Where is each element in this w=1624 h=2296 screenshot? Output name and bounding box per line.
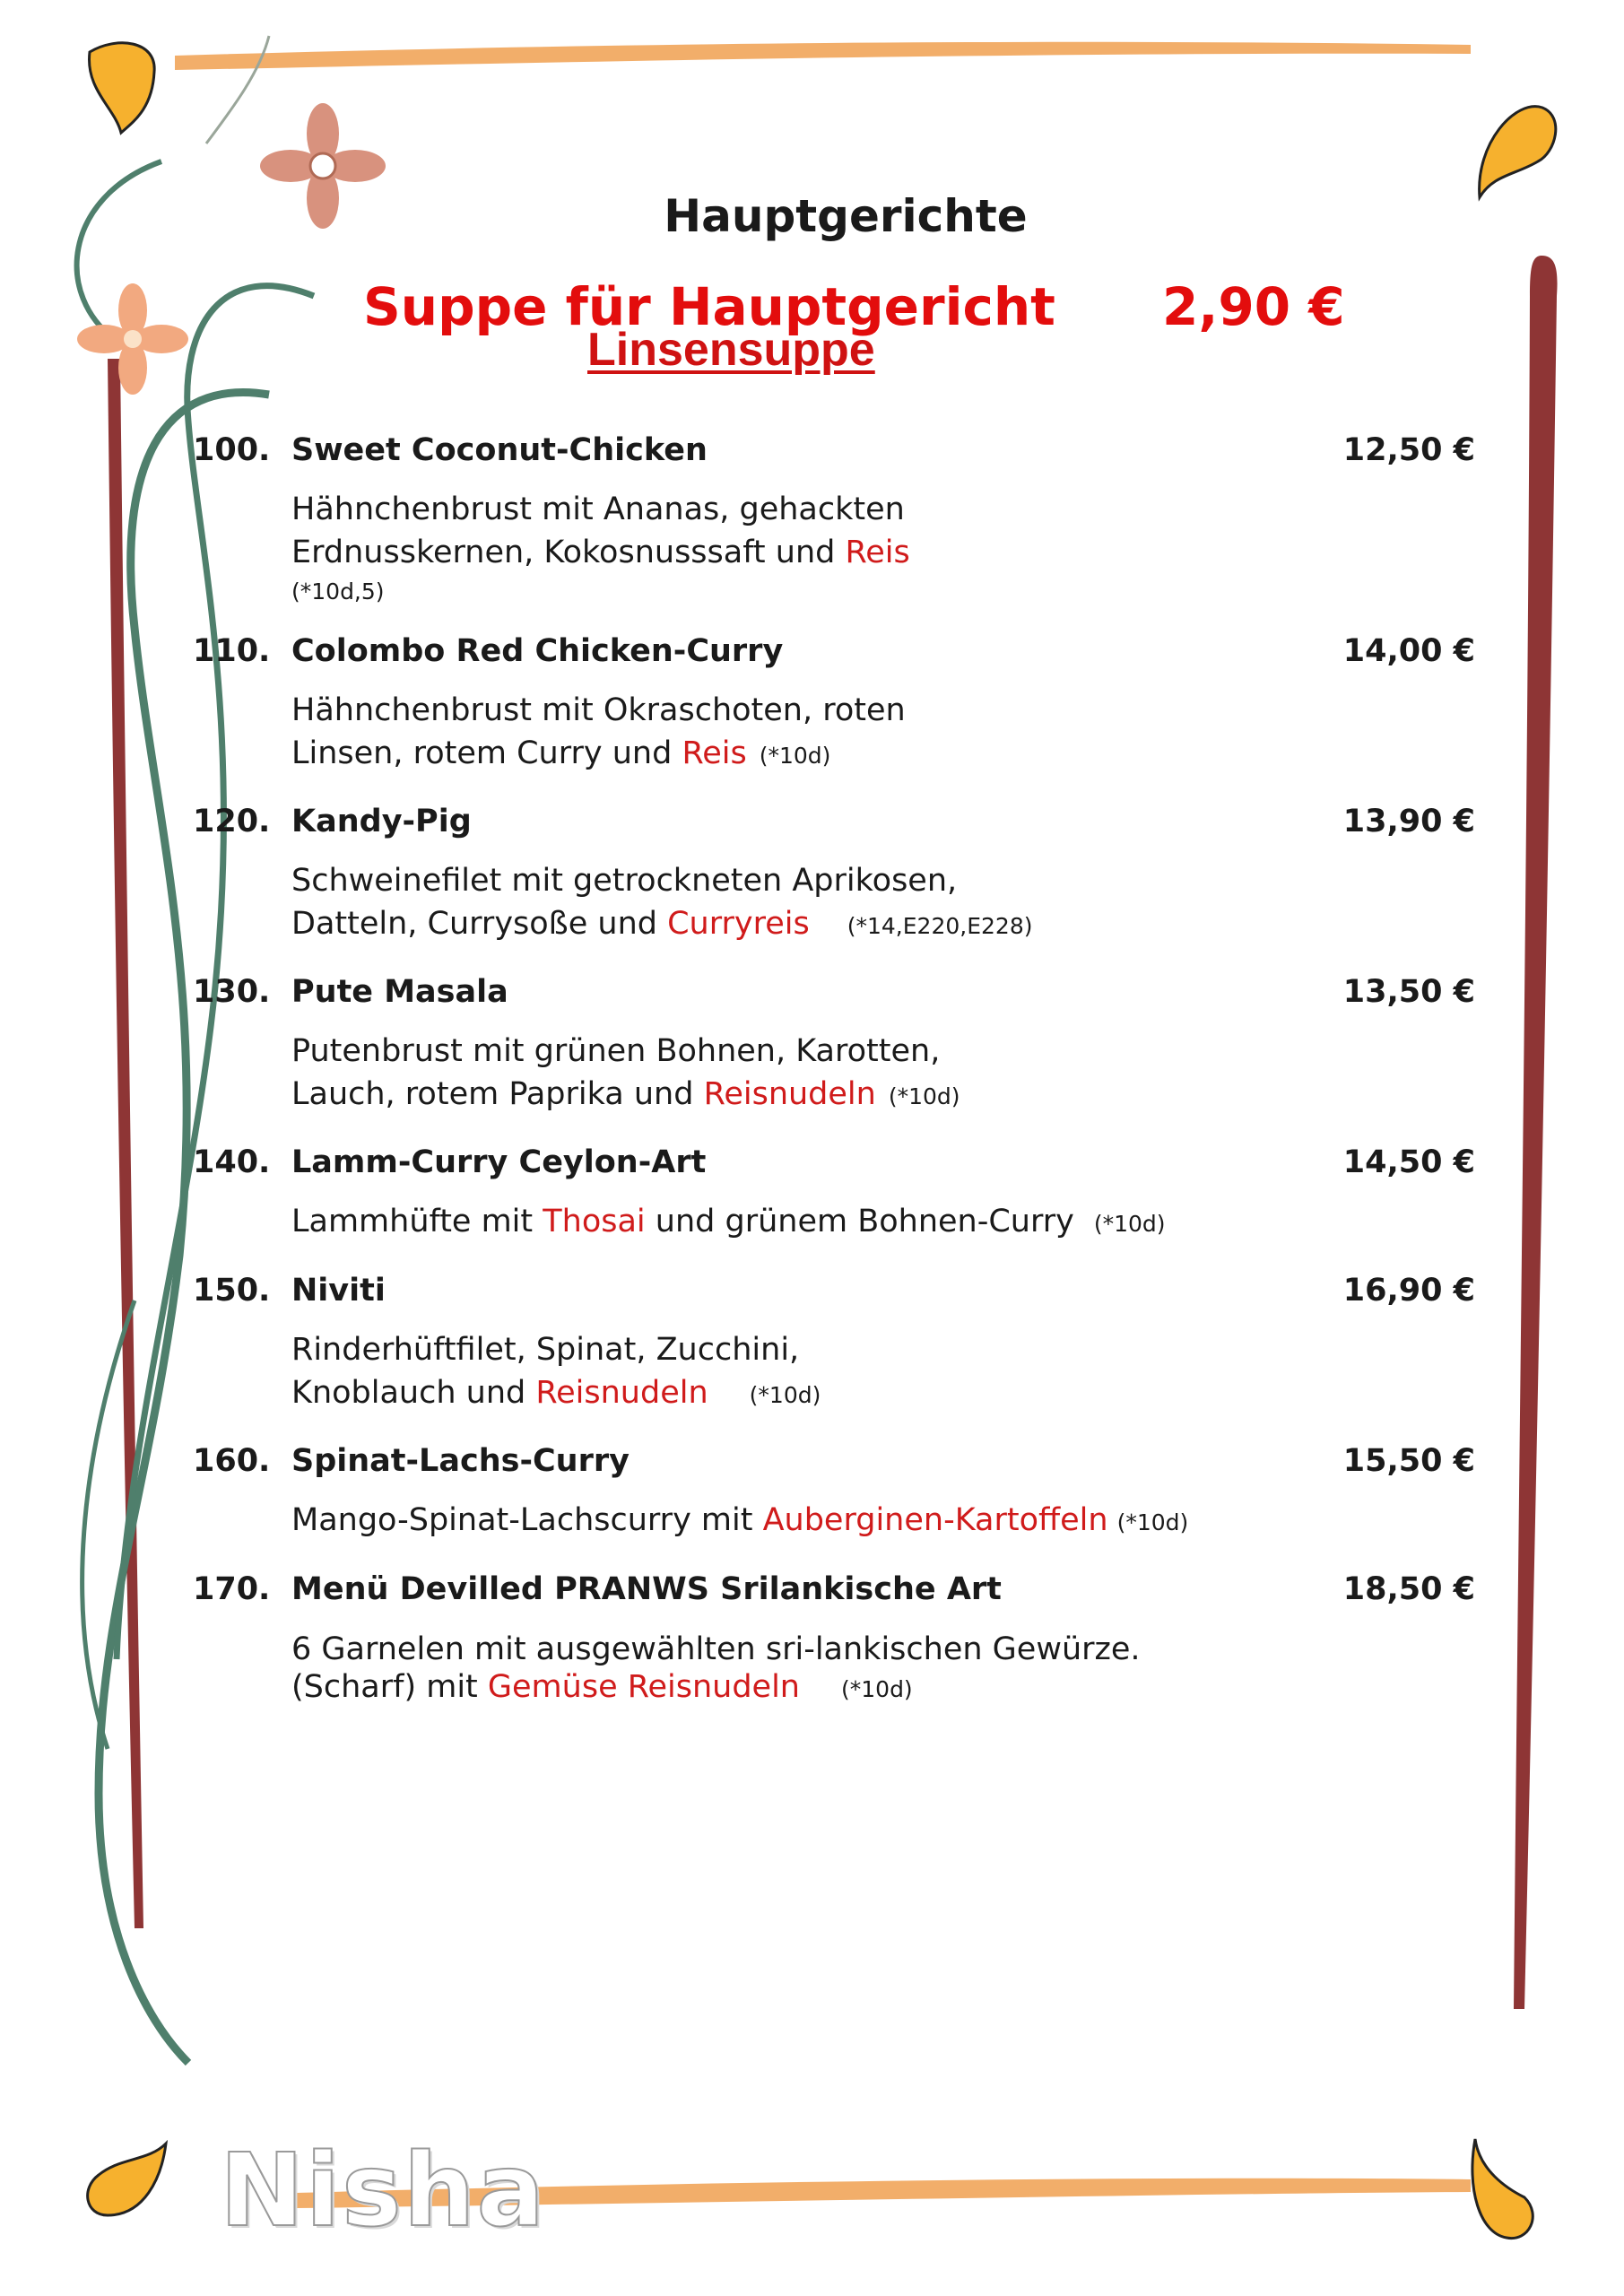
petal-bottom-right (1472, 2139, 1533, 2239)
dish-item (193, 804, 1475, 974)
dish-description (291, 488, 1475, 610)
side-dish: Reis (682, 735, 747, 771)
allergen-codes: (*14,E220,E228) (847, 913, 1033, 939)
dish-description (291, 859, 1475, 948)
dish-price: 13,90 € (1342, 804, 1475, 839)
dish-item (193, 1273, 1475, 1443)
allergen-codes: (*10d) (841, 1676, 913, 1702)
dish-description (291, 1200, 1475, 1246)
dish-name: Lamm-Curry Ceylon-Art (291, 1144, 707, 1180)
wheat-sketch (206, 36, 269, 144)
dish-item (193, 1443, 1475, 1571)
soup-title: Suppe für Hauptgericht (363, 276, 1055, 337)
dish-name: Sweet Coconut-Chicken (291, 432, 708, 468)
side-dish: Reis (845, 535, 910, 570)
dish-description (291, 1030, 1475, 1118)
side-dish: Reisnudeln (703, 1076, 876, 1112)
soup-name: Linsensuppe (587, 324, 875, 376)
dish-description (291, 1328, 1475, 1417)
desc-line: Linsen, rotem Curry und Reis (*10d) (291, 735, 831, 771)
dish-number: 110. (193, 633, 271, 669)
desc-line: Rinderhüftfilet, Spinat, Zucchini, (291, 1332, 800, 1368)
flower-left (77, 283, 188, 395)
top-brush-stroke (175, 42, 1471, 70)
dish-price: 18,50 € (1342, 1571, 1475, 1607)
side-dish: Gemüse Reisnudeln (487, 1669, 800, 1705)
dish-item (193, 1144, 1475, 1273)
page-title: Hauptgerichte (664, 190, 1028, 242)
dish-description (291, 689, 1475, 778)
dish-description (291, 1499, 1475, 1544)
allergen-codes: (*10d) (1093, 1211, 1166, 1237)
desc-line: Knoblauch und Reisnudeln (*10d) (291, 1375, 821, 1411)
allergen-codes: (*10d,5) (291, 578, 385, 604)
dish-item (193, 432, 1475, 633)
dish-name: Colombo Red Chicken-Curry (291, 633, 784, 669)
allergen-codes: (*10d) (759, 743, 831, 769)
dish-number: 100. (193, 432, 271, 468)
left-stem (108, 359, 143, 1928)
allergen-codes: (*10d) (888, 1083, 960, 1109)
dish-price: 15,50 € (1342, 1443, 1475, 1479)
desc-line: 6 Garnelen mit ausgewählten sri-lankischen Gewürze. (291, 1631, 1141, 1667)
dish-name: Niviti (291, 1273, 386, 1309)
side-dish: Thosai (543, 1204, 646, 1239)
desc-line: Hähnchenbrust mit Ananas, gehackten (291, 491, 905, 527)
petal-bottom-left (88, 2144, 166, 2215)
side-dish: Auberginen-Kartoffeln (762, 1502, 1108, 1538)
desc-line: Mango-Spinat-Lachscurry mit Auberginen-Kartoffeln (*10d) (291, 1502, 1189, 1538)
dish-name: Pute Masala (291, 974, 508, 1010)
allergen-codes: (*10d) (1116, 1509, 1189, 1535)
side-dish: Curryreis (667, 906, 810, 942)
desc-line: (Scharf) mit Gemüse Reisnudeln (*10d) (291, 1669, 913, 1705)
dish-name: Menü Devilled PRANWS Srilankische Art (291, 1571, 1002, 1607)
menu-list (193, 432, 1475, 1742)
dish-price: 14,50 € (1342, 1144, 1475, 1180)
desc-line: Datteln, Currysoße und Curryreis (*14,E220,E228) (291, 906, 1033, 942)
dish-number: 160. (193, 1443, 271, 1479)
dish-item (193, 974, 1475, 1144)
desc-line: Schweinefilet mit getrockneten Aprikosen, (291, 863, 958, 899)
dish-number: 130. (193, 974, 271, 1010)
dish-number: 140. (193, 1144, 271, 1180)
soup-price: 2,90 € (1162, 276, 1345, 337)
desc-line: Erdnusskernen, Kokosnusssaft und Reis (291, 535, 910, 570)
desc-line: Lammhüfte mit Thosai und grünem Bohnen-Curry (*10d) (291, 1204, 1166, 1239)
dish-number: 170. (193, 1571, 271, 1607)
dish-price: 13,50 € (1342, 974, 1475, 1010)
allergen-codes: (*10d) (749, 1382, 821, 1408)
dish-number: 150. (193, 1273, 271, 1309)
dish-item (193, 1571, 1475, 1742)
dish-price: 12,50 € (1342, 432, 1475, 468)
petal-top-left (89, 43, 154, 133)
desc-line: Putenbrust mit grünen Bohnen, Karotten, (291, 1033, 941, 1069)
desc-line: Lauch, rotem Paprika und Reisnudeln (*10d) (291, 1076, 960, 1112)
side-dish: Reisnudeln (535, 1375, 708, 1411)
petal-top-right (1480, 107, 1556, 197)
dish-price: 16,90 € (1342, 1273, 1475, 1309)
restaurant-logo: Nisha (220, 2133, 547, 2249)
dish-price: 14,00 € (1342, 633, 1475, 669)
dish-item (193, 633, 1475, 804)
dish-name: Kandy-Pig (291, 804, 472, 839)
right-brush-stroke (1514, 256, 1558, 2009)
desc-line: Hähnchenbrust mit Okraschoten, roten (291, 692, 906, 728)
dish-description (291, 1631, 1475, 1709)
dish-name: Spinat-Lachs-Curry (291, 1443, 630, 1479)
dish-number: 120. (193, 804, 271, 839)
